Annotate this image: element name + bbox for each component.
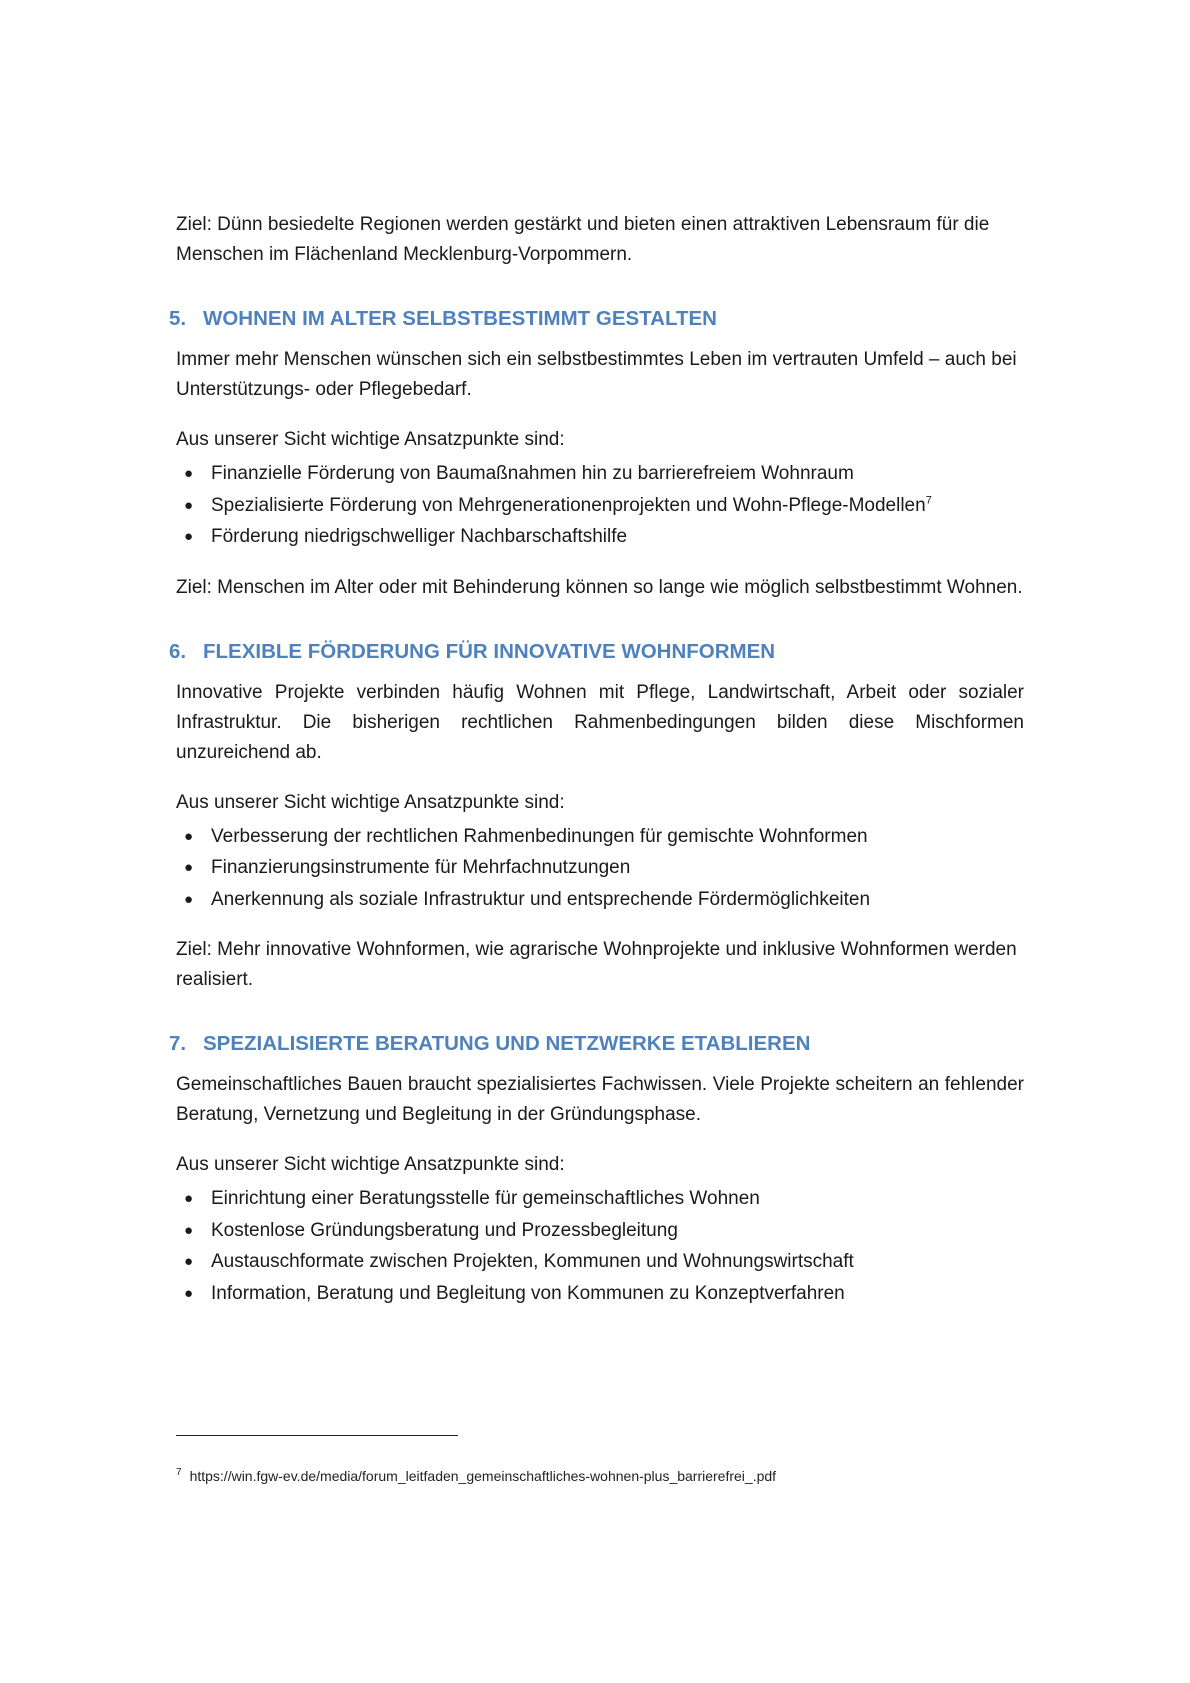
section-5-heading: [169, 304, 1024, 334]
list-item-text: Information, Beratung und Begleitung von Kommunen zu Konzeptverfahren: [211, 1282, 845, 1304]
bullet-icon: ●: [184, 890, 194, 908]
section-6-goal: Ziel: Mehr innovative Wohnformen, wie agrarische Wohnprojekte und inklusive Wohnformen werden realisiert.: [176, 939, 1017, 990]
section-5-number: 5.: [169, 307, 187, 330]
bullet-icon: ●: [184, 1190, 194, 1207]
list-item: [176, 458, 1024, 490]
bullet-icon: ●: [184, 465, 194, 482]
footnote-number: 7: [176, 1467, 182, 1479]
list-item-text: Verbesserung der rechtlichen Rahmenbedinungen für gemischte Wohnformen: [211, 825, 868, 847]
list-item-text: Austauschformate zwischen Projekten, Kommunen und Wohnungswirtschaft: [211, 1251, 854, 1272]
list-item-text: Spezialisierte Förderung von Mehrgenerationenprojekten und Wohn-Pflege-Modellen: [211, 494, 926, 516]
section-7-intro: Gemeinschaftliches Bauen braucht spezialisiertes Fachwissen. Viele Projekte scheitern an fehlender Beratung, Vernetzung und Begleitung in der Gründungsphase.: [176, 1074, 1024, 1125]
bullet-icon: ●: [184, 1221, 194, 1239]
section-6-heading: [169, 637, 1024, 667]
list-item-text: Finanzielle Förderung von Baumaßnahmen hin zu barrierefreiem Wohnraum: [211, 463, 854, 484]
bullet-icon: ●: [184, 1284, 194, 1302]
section-5-intro: Immer mehr Menschen wünschen sich ein selbstbestimmtes Leben im vertrauten Umfeld – auch bei Unterstützungs- oder Pflegebedarf.: [176, 349, 1017, 400]
intro-goal-paragraph: Ziel: Dünn besiedelte Regionen werden gestärkt und bieten einen attraktiven Lebensraum für die Menschen im Flächenland Mecklenburg-Vorpommern.: [176, 214, 990, 265]
document-body: [169, 210, 1024, 1309]
list-item: [176, 1246, 1024, 1278]
section-6-title: FLEXIBLE FÖRDERUNG FÜR INNOVATIVE WOHNFORMEN: [203, 639, 776, 663]
section-7-number: 7.: [169, 1032, 187, 1055]
footnote-reference: 7: [925, 494, 932, 507]
bullet-icon: ●: [184, 859, 194, 876]
list-item: [176, 821, 1024, 853]
bullet-icon: ●: [184, 827, 194, 845]
list-item: [176, 1183, 1024, 1215]
list-item: [176, 1215, 1024, 1247]
bullet-icon: ●: [184, 528, 194, 545]
bullet-icon: ●: [184, 1253, 194, 1270]
bullet-icon: ●: [184, 496, 194, 514]
list-item-text: Kostenlose Gründungsberatung und Prozessbegleitung: [211, 1219, 678, 1241]
list-item: [176, 490, 1024, 522]
section-6-number: 6.: [169, 639, 187, 663]
list-item: [176, 884, 1024, 916]
list-item-text: Anerkennung als soziale Infrastruktur und entsprechende Fördermöglichkeiten: [211, 888, 871, 910]
section-7-points-lead: Aus unserer Sicht wichtige Ansatzpunkte sind:: [176, 1154, 565, 1175]
section-6-points-lead: Aus unserer Sicht wichtige Ansatzpunkte sind:: [176, 791, 565, 813]
section-6-intro: Innovative Projekte verbinden häufig Wohnen mit Pflege, Landwirtschaft, Arbeit oder sozialer Infrastruktur. Die bisherigen rechtlichen Rahmenbedingungen bilden diese Mischformen unzureichend ab.: [176, 681, 1024, 763]
list-item: [176, 521, 1024, 553]
section-5-goal: Ziel: Menschen im Alter oder mit Behinderung können so lange wie möglich selbstbestimmt Wohnen.: [176, 576, 1023, 598]
footnote-link[interactable]: https://win.fgw-ev.de/media/forum_leitfaden_gemeinschaftliches-wohnen-plus_barrierefrei_.pdf: [189, 1468, 777, 1484]
section-6-list: [176, 821, 1024, 916]
list-item-text: Einrichtung einer Beratungsstelle für gemeinschaftliches Wohnen: [211, 1188, 760, 1209]
section-7-title: SPEZIALISIERTE BERATUNG UND NETZWERKE ETABLIEREN: [203, 1032, 811, 1055]
section-5-points-lead: Aus unserer Sicht wichtige Ansatzpunkte sind:: [176, 429, 565, 450]
section-7-list: [176, 1183, 1024, 1309]
list-item-text: Finanzierungsinstrumente für Mehrfachnutzungen: [211, 857, 631, 878]
footnote-separator: [176, 1435, 458, 1436]
list-item: [176, 1278, 1024, 1310]
footnote: [176, 1466, 776, 1486]
section-7-heading: [169, 1029, 1024, 1059]
list-item: [176, 852, 1024, 884]
section-5-title: WOHNEN IM ALTER SELBSTBESTIMMT GESTALTEN: [203, 307, 717, 330]
list-item-text: Förderung niedrigschwelliger Nachbarschaftshilfe: [211, 526, 628, 547]
section-5-list: [176, 458, 1024, 553]
